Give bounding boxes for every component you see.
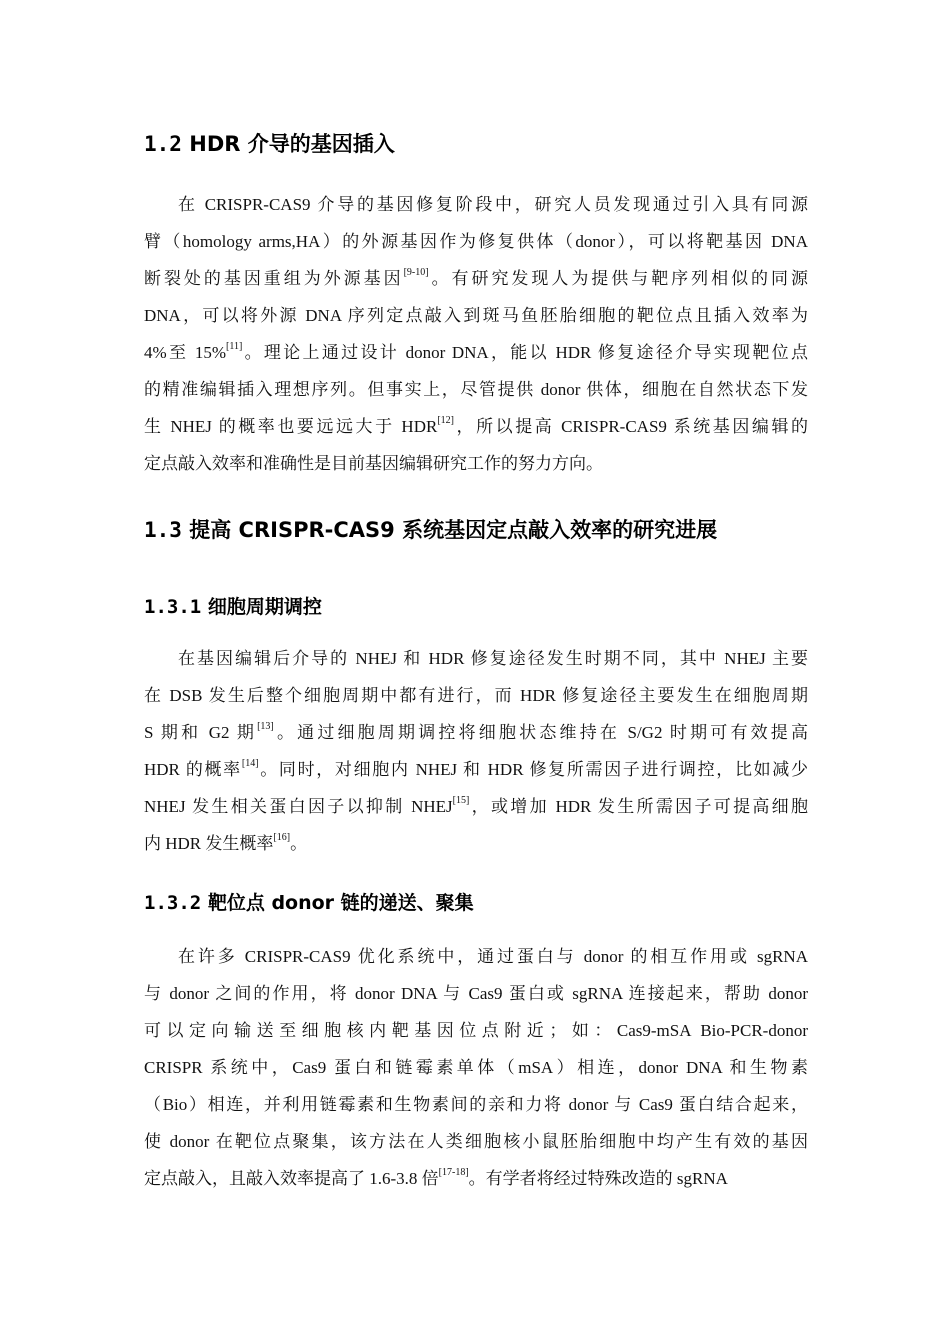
section-heading-1-2 [144, 128, 395, 158]
citation-ref: [15] [452, 795, 470, 806]
line-text: 内 HDR 发生概率 [144, 834, 274, 853]
line-text: 。通过细胞周期调控将细胞状态维持在 S/G2 时期可有效提高 [273, 723, 808, 742]
paragraph-line [144, 788, 808, 825]
citation-ref: [16] [273, 832, 291, 843]
line-text: 在 CRISPR-CAS9 介导的基因修复阶段中，研究人员发现通过引入具有同源 [178, 195, 808, 214]
line-text: NHEJ 发生相关蛋白因子以抑制 NHEJ [144, 797, 453, 816]
line-text: 与 donor 之间的作用，将 donor DNA 与 Cas9 蛋白或 sgRNA 连接起来，帮助 donor [144, 984, 808, 1003]
paragraph-line [144, 445, 808, 482]
section-heading-1-3-1 [144, 592, 322, 619]
section-number: 1.2 [144, 132, 182, 156]
section-number: 1.3.1 [144, 596, 202, 618]
paragraph-line [144, 1049, 808, 1086]
line-text: 。同时，对细胞内 NHEJ 和 HDR 修复所需因子进行调控，比如减少 [258, 760, 808, 779]
line-text: ，或增加 HDR 发生所需因子可提高细胞 [469, 797, 808, 816]
section-heading-1-3-2 [144, 888, 474, 915]
line-text: 可以定向输送至细胞核内靶基因位点附近；如：Cas9-mSA Bio-PCR-donor [144, 1021, 808, 1040]
paragraph-line [144, 1123, 808, 1160]
line-text: S 期和 G2 期 [144, 723, 258, 742]
line-text: CRISPR 系统中，Cas9 蛋白和链霉素单体（mSA）相连，donor DNA 和生物素 [144, 1058, 808, 1077]
paragraph-line [144, 186, 808, 223]
citation-ref: [11] [226, 341, 243, 352]
paragraph-line [144, 751, 808, 788]
paragraph-line [144, 223, 808, 260]
paragraph-line [144, 1012, 808, 1049]
paragraph-line [144, 408, 808, 445]
section-title: 细胞周期调控 [207, 596, 322, 618]
paragraph-line [144, 260, 808, 297]
line-text: 在许多 CRISPR-CAS9 优化系统中，通过蛋白与 donor 的相互作用或 sgRNA [178, 947, 808, 966]
paragraph-line [144, 825, 808, 862]
section-title: HDR 介导的基因插入 [189, 132, 395, 156]
line-text: 断裂处的基因重组为外源基因 [144, 269, 404, 288]
section-title: 靶位点 donor 链的递送、聚集 [207, 892, 474, 914]
paragraph-1-2 [144, 186, 808, 482]
line-text: HDR 的概率 [144, 760, 242, 779]
line-text: 。理论上通过设计 donor DNA，能以 HDR 修复途径介导实现靶位点 [242, 343, 808, 362]
line-text: 臂（homology arms,HA）的外源基因作为修复供体（donor），可以将靶基因 DNA [144, 232, 808, 251]
line-text: 使 donor 在靶位点聚集，该方法在人类细胞核小鼠胚胎细胞中均产生有效的基因 [144, 1132, 808, 1151]
paragraph-line [144, 1160, 808, 1197]
line-text: ，所以提高 CRISPR-CAS9 系统基因编辑的 [454, 417, 808, 436]
line-text: 在 DSB 发生后整个细胞周期中都有进行，而 HDR 修复途径主要发生在细胞周期 [144, 686, 808, 705]
citation-ref: [14] [241, 758, 259, 769]
paragraph-line [144, 334, 808, 371]
line-text: 。 [290, 834, 308, 853]
line-text: 。有研究发现人为提供与靶序列相似的同源 [428, 269, 808, 288]
line-text: 定点敲入效率和准确性是目前基因编辑研究工作的努力方向。 [144, 454, 603, 473]
citation-ref: [17-18] [438, 1167, 469, 1178]
line-text: 生 NHEJ 的概率也要远远大于 HDR [144, 417, 438, 436]
paragraph-line [144, 938, 808, 975]
section-number: 1.3 [144, 518, 182, 542]
paragraph-line [144, 640, 808, 677]
paragraph-line [144, 677, 808, 714]
line-text: 的精准编辑插入理想序列。但事实上，尽管提供 donor 供体，细胞在自然状态下发 [144, 380, 808, 399]
paragraph-line [144, 714, 808, 751]
paragraph-1-3-2 [144, 938, 808, 1197]
section-title: 提高 CRISPR-CAS9 系统基因定点敲入效率的研究进展 [189, 518, 718, 542]
paragraph-line [144, 297, 808, 334]
citation-ref: [12] [437, 415, 454, 426]
paragraph-line [144, 371, 808, 408]
section-heading-1-3 [144, 514, 717, 544]
citation-ref: [13] [257, 721, 274, 732]
paragraph-line [144, 975, 808, 1012]
line-text: （Bio）相连，并利用链霉素和生物素间的亲和力将 donor 与 Cas9 蛋白结合起来， [144, 1095, 808, 1114]
line-text: 4%至 15% [144, 343, 226, 362]
line-text: 。有学者将经过特殊改造的 sgRNA [468, 1169, 728, 1188]
section-number: 1.3.2 [144, 892, 202, 914]
paragraph-1-3-1 [144, 640, 808, 862]
line-text: 定点敲入，且敲入效率提高了 1.6-3.8 倍 [144, 1169, 439, 1188]
paragraph-line [144, 1086, 808, 1123]
line-text: DNA，可以将外源 DNA 序列定点敲入到斑马鱼胚胎细胞的靶位点且插入效率为 [144, 306, 808, 325]
line-text: 在基因编辑后介导的 NHEJ 和 HDR 修复途径发生时期不同，其中 NHEJ 主要 [178, 649, 808, 668]
citation-ref: [9-10] [403, 267, 429, 278]
